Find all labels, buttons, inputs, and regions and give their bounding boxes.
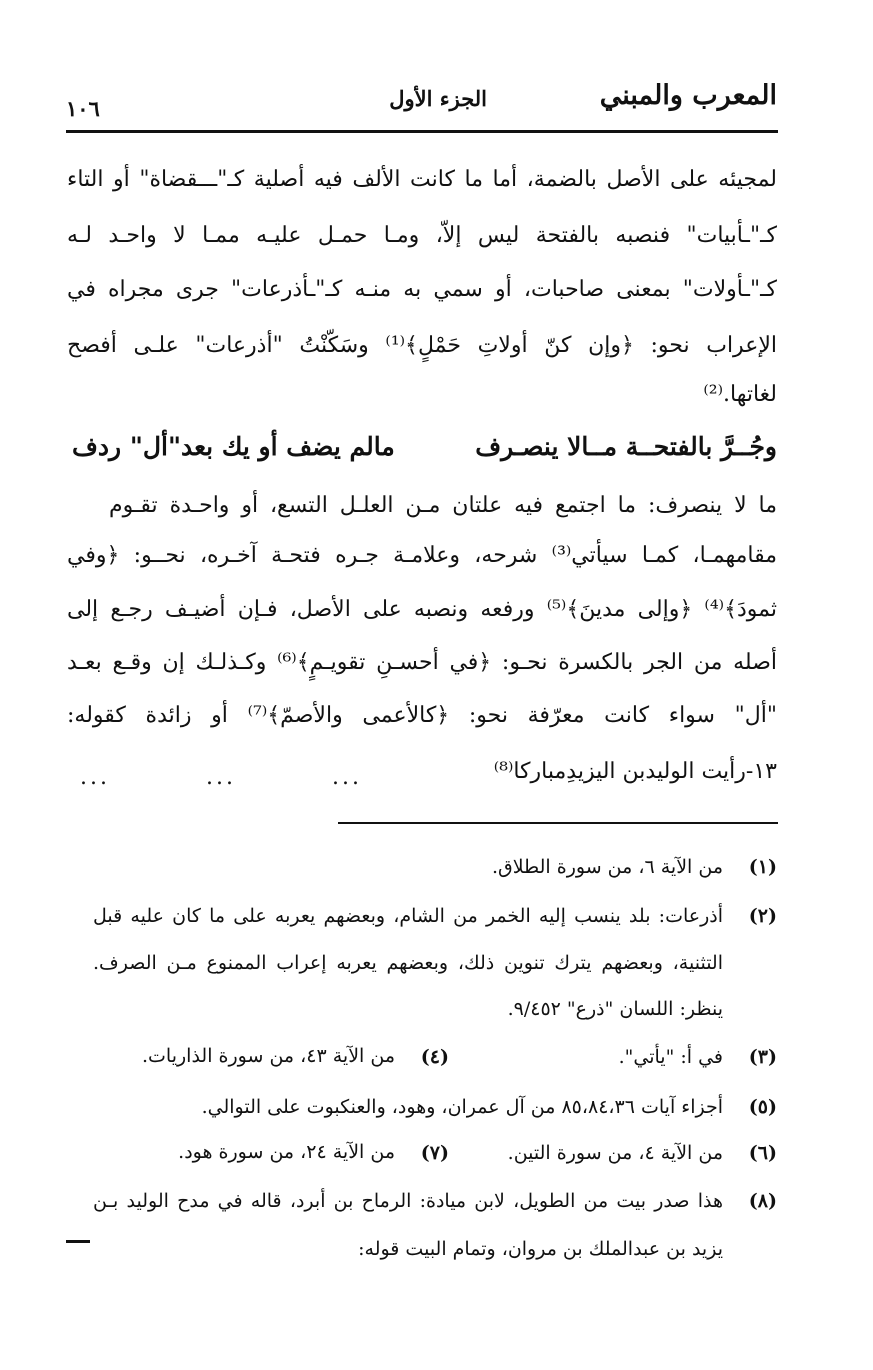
- book-title: المعرب والمبني: [599, 80, 777, 111]
- ellipsis: ...: [80, 765, 110, 790]
- commentary-line: ما لا ينصرف: ما اجتمع فيه علتان مـن العلـل التسع، أو واحـدة تقـوم: [109, 493, 777, 518]
- ellipsis: ...: [332, 765, 362, 790]
- footnote-number: (٥): [748, 1096, 777, 1118]
- verse-first-hemistich: وجُــرَّ بالفتحــة مــالا ينصـرف: [475, 432, 777, 461]
- footnote-text: من الآية ٦، من سورة الطلاق.: [491, 856, 723, 878]
- footnote-separator: [338, 822, 778, 824]
- footnote-text: التثنية، وبعضهم يترك تنوين ذلك، وبعضهم يعربه إعراب الممنوع مـن الصرف.: [93, 952, 723, 974]
- ellipsis: ...: [206, 765, 236, 790]
- continuation-dash: [66, 1240, 90, 1243]
- commentary-line: مقامهمـا، كمـا سيأتي⁽³⁾ شرحه، وعلامـة جـره فتحـة آخـره، نحــو: ﴿وفي: [67, 543, 777, 568]
- footnote-text: هذا صدر بيت من الطويل، لابن ميادة: الرماح بن أبرد، قاله في مدح الوليد بـن: [93, 1190, 723, 1212]
- footnote-number: (٢): [748, 905, 777, 927]
- part-label: الجزء الأول: [389, 86, 487, 111]
- body-line: كـ"ـأولات" بمعنى صاحبات، أو سمي به منـه كـ"ـأذرعات" جرى مجراه في: [67, 277, 777, 302]
- footnote-number: (٣): [748, 1046, 777, 1068]
- footnote-text: يزيد بن عبدالملك بن مروان، وتمام البيت قوله:: [358, 1238, 723, 1260]
- footnote-number: (٧): [420, 1142, 449, 1164]
- commentary-line: أصله من الجر بالكسرة نحـو: ﴿في أحسـنِ تقويـمٍ﴾⁽⁶⁾ وكـذلـك إن وقـع بعـد: [67, 650, 777, 675]
- footnote-text: في أ: "يأتي".: [618, 1046, 723, 1068]
- header-rule: [66, 130, 778, 133]
- verse-second-hemistich: مالم يضف أو يك بعد"أل" ردف: [72, 432, 395, 461]
- footnote-text: أجزاء آيات ٨٥،٨٤،٣٦ من آل عمران، وهود، والعنكبوت على التوالي.: [201, 1096, 723, 1118]
- poetry-quote-line: ١٣-رأيت الوليدبن اليزيدِمباركا⁽⁸⁾: [493, 759, 777, 784]
- body-line: الإعراب نحو: ﴿وإن كنّ أولاتِ حَمْلٍ﴾⁽¹⁾ وسَكّنْتُ "أذرعات" علـى أفصح: [67, 333, 777, 358]
- footnote-number: (١): [748, 856, 777, 878]
- footnote-text: ينظر: اللسان "ذرع" ٩/٤٥٢.: [507, 998, 723, 1020]
- footnote-text: من الآية ٤، من سورة التين.: [507, 1142, 723, 1164]
- footnote-text: من الآية ٢٤، من سورة هود.: [178, 1141, 395, 1163]
- body-line: كـ"ـأبيات" فنصبه بالفتحة ليس إلاّ، ومـا حمـل عليـه ممـا لا واحـد لـه: [67, 223, 777, 248]
- page-number: ١٠٦: [66, 96, 100, 121]
- footnote-text: من الآية ٤٣، من سورة الذاريات.: [142, 1045, 395, 1067]
- commentary-line: "أل" سواء كانت معرّفة نحو: ﴿كالأعمى والأصمّ﴾⁽⁷⁾ أو زائدة كقوله:: [67, 703, 777, 728]
- commentary-line: ثمودَ﴾⁽⁴⁾ ﴿وإلى مدينَ﴾⁽⁵⁾ ورفعه ونصبه على الأصل، فـإن أضيـف رجـع إلى: [67, 597, 777, 622]
- body-line: لغاتها.⁽²⁾: [703, 382, 777, 407]
- footnote-number: (٨): [748, 1190, 777, 1212]
- footnote-number: (٤): [420, 1046, 449, 1068]
- body-line: لمجيئه على الأصل بالضمة، أما ما كانت الألف فيه أصلية كـ"ـــقضاة" أو التاء: [67, 167, 777, 192]
- footnote-number: (٦): [748, 1142, 777, 1164]
- footnote-text: أذرعات: بلد ينسب إليه الخمر من الشام، وبعضهم يعربه على ما كان عليه قبل: [93, 905, 723, 927]
